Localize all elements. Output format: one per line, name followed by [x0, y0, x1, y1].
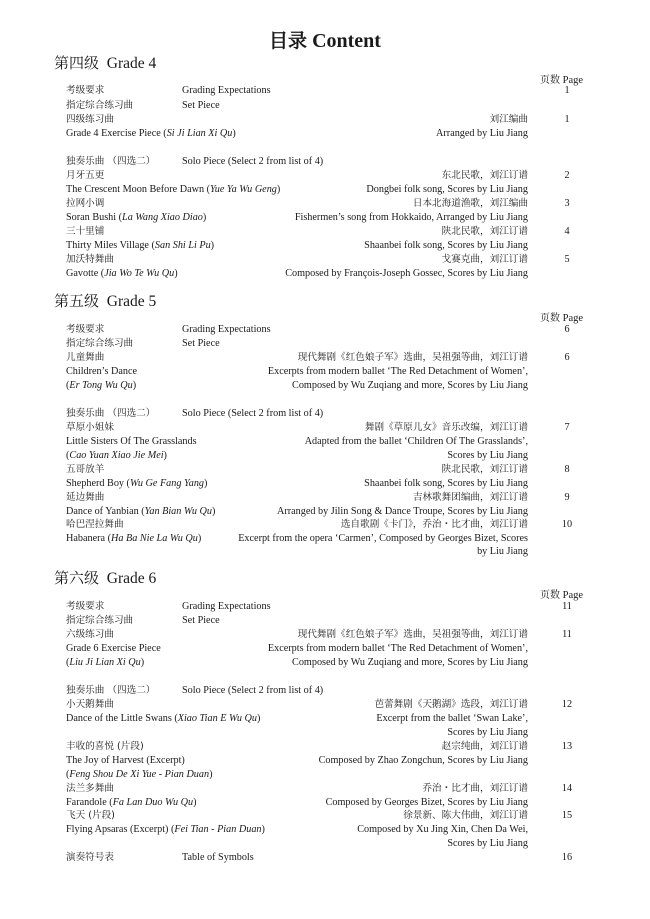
- toc-entry-set-piece: 指定综合练习曲 Set Piece: [66, 100, 220, 111]
- toc-entry-solo[interactable]: 哈巴涅拉舞曲 选自歌剧《卡门》，乔治・比才曲，刘江订谱 10: [66, 519, 573, 530]
- toc-entry-symbols[interactable]: 演奏符号表 Table of Symbols 16: [66, 852, 573, 863]
- page-column-header: 页数 Page: [540, 75, 584, 86]
- toc-entry-solo-en: Farandole (Fa Lan Duo Wu Qu) Composed by Georges Bizet, Scores by Liu Jiang: [66, 797, 528, 808]
- toc-entry-solo[interactable]: 飞天 (片段) 徐景新、陈大伟曲，刘江订谱 15: [66, 810, 573, 821]
- toc-entry-solo[interactable]: 月牙五更 东北民歌，刘江订谱 2: [66, 170, 570, 181]
- toc-entry-grading[interactable]: 考级要求 Grading Expectations 11: [66, 601, 572, 612]
- grade-6-heading: 第六级 Grade 6: [54, 569, 157, 587]
- toc-entry-exercise-en: (Liu Ji Lian Xi Qu) Composed by Wu Zuqiang and more, Scores by Liu Jiang: [66, 657, 528, 668]
- toc-entry-solo-en: Scores by Liu Jiang: [447, 727, 528, 738]
- toc-entry-grading[interactable]: 考级要求 Grading Expectations 6: [66, 324, 570, 335]
- toc-entry-grading[interactable]: 考级要求 Grading Expectations 1: [66, 85, 570, 96]
- toc-entry-solo-en: Soran Bushi (La Wang Xiao Diao) Fishermen’s song from Hokkaido, Arranged by Liu Jiang: [66, 212, 528, 223]
- toc-entry-solo-en: Shepherd Boy (Wu Ge Fang Yang) Shaanbei folk song, Scores by Liu Jiang: [66, 478, 528, 489]
- toc-entry-solo-en: Dance of Yanbian (Yan Bian Wu Qu) Arranged by Jilin Song & Dance Troupe, Scores by Liu Jiang: [66, 506, 528, 517]
- toc-entry-exercise[interactable]: 儿童舞曲 现代舞剧《红色娘子军》选曲，吴祖强等曲，刘江订谱 6: [66, 352, 570, 363]
- toc-entry-solo[interactable]: 五哥放羊 陕北民歌，刘江订谱 8: [66, 464, 570, 475]
- toc-entry-exercise-en: (Er Tong Wu Qu) Composed by Wu Zuqiang and more, Scores by Liu Jiang: [66, 380, 528, 391]
- toc-entry-exercise-en: Grade 4 Exercise Piece (Si Ji Lian Xi Qu) Arranged by Liu Jiang: [66, 128, 528, 139]
- toc-entry-solo-en: The Joy of Harvest (Excerpt) Composed by Zhao Zongchun, Scores by Liu Jiang: [66, 755, 528, 766]
- toc-entry-solo-en: (Feng Shou De Xi Yue - Pian Duan): [66, 769, 213, 780]
- toc-entry-solo-en: by Liu Jiang: [477, 546, 528, 557]
- solo-header: 独奏乐曲 （四选二） Solo Piece (Select 2 from list of 4): [66, 156, 324, 167]
- toc-entry-solo-en: The Crescent Moon Before Dawn (Yue Ya Wu Geng) Dongbei folk song, Scores by Liu Jiang: [66, 184, 528, 195]
- solo-header: 独奏乐曲 （四选二） Solo Piece (Select 2 from list of 4): [66, 685, 324, 696]
- toc-entry-solo-en: (Cao Yuan Xiao Jie Mei) Scores by Liu Jiang: [66, 450, 528, 461]
- toc-entry-solo[interactable]: 三十里铺 陕北民歌，刘江订谱 4: [66, 226, 570, 237]
- toc-entry-solo[interactable]: 延边舞曲 吉林歌舞团编曲，刘江订谱 9: [66, 492, 570, 503]
- toc-entry-exercise[interactable]: 四级练习曲 刘江编曲 1: [66, 114, 570, 125]
- toc-entry-solo-en: Flying Apsaras (Excerpt) (Fei Tian - Pian Duan) Composed by Xu Jing Xin, Chen Da Wei,: [66, 824, 528, 835]
- toc-entry-solo[interactable]: 草原小姐妹 舞剧《草原儿女》音乐改编，刘江订谱 7: [66, 422, 570, 433]
- toc-entry-solo-en: Dance of the Little Swans (Xiao Tian E Wu Qu) Excerpt from the ballet ‘Swan Lake’,: [66, 713, 528, 724]
- toc-entry-solo-en: Little Sisters Of The Grasslands Adapted from the ballet ‘Children Of The Grasslands’,: [66, 436, 528, 447]
- toc-entry-solo[interactable]: 法兰多舞曲 乔治・比才曲，刘江订谱 14: [66, 783, 573, 794]
- toc-entry-exercise[interactable]: 六级练习曲 现代舞剧《红色娘子军》选曲，吴祖强等曲，刘江订谱 11: [66, 629, 572, 640]
- toc-entry-solo-en: Gavotte (Jia Wo Te Wu Qu) Composed by François-Joseph Gossec, Scores by Liu Jiang: [66, 268, 528, 279]
- page-column-header: 页数 Page: [540, 590, 584, 601]
- toc-entry-exercise-en: Grade 6 Exercise Piece Excerpts from modern ballet ‘The Red Detachment of Women’,: [66, 643, 528, 654]
- toc-entry-exercise-en: Children’s Dance Excerpts from modern ballet ‘The Red Detachment of Women’,: [66, 366, 528, 377]
- page-column-header: 页数 Page: [540, 313, 584, 324]
- toc-entry-set-piece: 指定综合练习曲 Set Piece: [66, 615, 220, 626]
- toc-entry-solo-en: Thirty Miles Village (San Shi Li Pu) Shaanbei folk song, Scores by Liu Jiang: [66, 240, 528, 251]
- grade-5-heading: 第五级 Grade 5: [54, 292, 157, 310]
- page-title: 目录 Content: [269, 30, 381, 52]
- toc-entry-solo[interactable]: 小天鹅舞曲 芭蕾舞剧《天鹅湖》选段，刘江订谱 12: [66, 699, 573, 710]
- grade-4-heading: 第四级 Grade 4: [54, 54, 157, 72]
- toc-entry-solo[interactable]: 拉网小调 日本北海道渔歌，刘江编曲 3: [66, 198, 570, 209]
- toc-entry-solo-en: Habanera (Ha Ba Nie La Wu Qu) Excerpt from the opera ‘Carmen’, Composed by Georges Bizet, Scores: [66, 533, 528, 544]
- toc-entry-solo-en: Scores by Liu Jiang: [447, 838, 528, 849]
- solo-header: 独奏乐曲 （四选二） Solo Piece (Select 2 from list of 4): [66, 408, 324, 419]
- toc-entry-solo[interactable]: 加沃特舞曲 戈赛克曲，刘江订谱 5: [66, 254, 570, 265]
- toc-entry-solo[interactable]: 丰收的喜悦 (片段) 赵宗纯曲，刘江订谱 13: [66, 741, 573, 752]
- toc-entry-set-piece: 指定综合练习曲 Set Piece: [66, 338, 220, 349]
